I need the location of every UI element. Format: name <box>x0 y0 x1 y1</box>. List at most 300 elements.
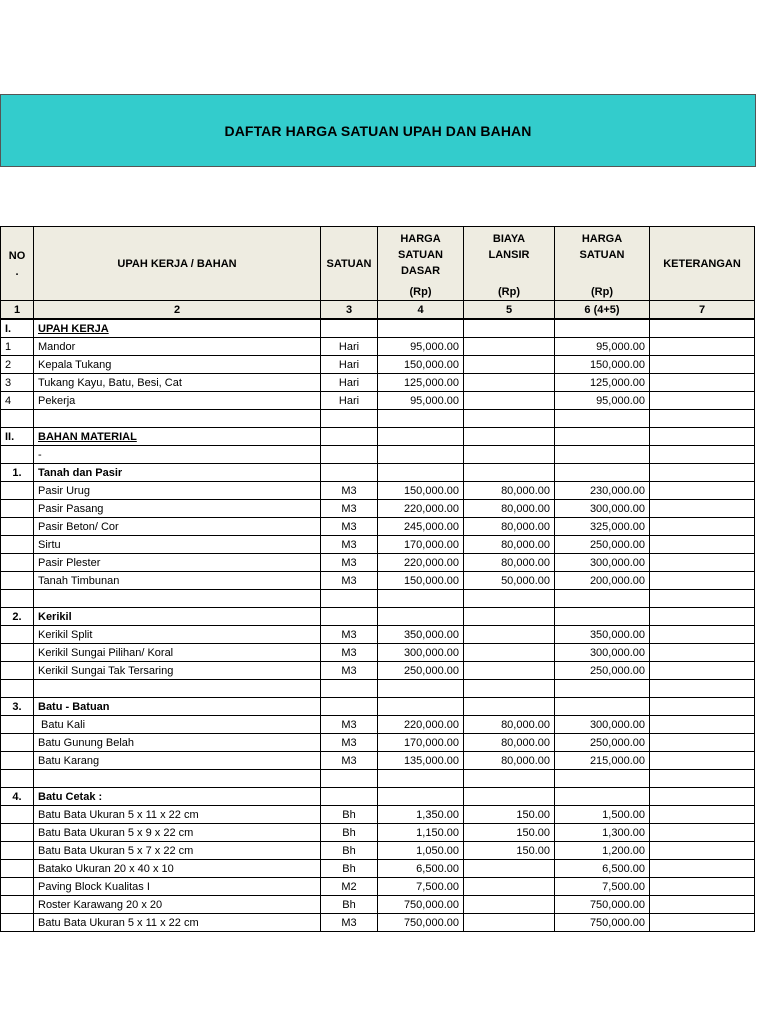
header-rp-dasar: (Rp) <box>378 283 464 301</box>
row-harga-dasar <box>378 590 464 608</box>
row-item: Kerikil Sungai Pilihan/ Koral <box>34 644 321 662</box>
row-item: Kerikil Sungai Tak Tersaring <box>34 662 321 680</box>
row-biaya-lansir <box>464 590 555 608</box>
row-harga-satuan <box>555 698 650 716</box>
row-biaya-lansir: 150.00 <box>464 806 555 824</box>
row-no: I. <box>1 319 34 338</box>
column-number: 7 <box>650 301 755 320</box>
row-harga-dasar: 250,000.00 <box>378 662 464 680</box>
row-harga-satuan: 95,000.00 <box>555 338 650 356</box>
row-biaya-lansir <box>464 644 555 662</box>
table-row <box>1 446 755 464</box>
row-no <box>1 896 34 914</box>
row-biaya-lansir <box>464 788 555 806</box>
row-biaya-lansir <box>464 860 555 878</box>
row-no: 4. <box>1 788 34 806</box>
row-keterangan <box>650 788 755 806</box>
row-harga-dasar: 220,000.00 <box>378 500 464 518</box>
row-no <box>1 644 34 662</box>
row-no <box>1 734 34 752</box>
row-keterangan <box>650 518 755 536</box>
row-satuan: Bh <box>321 806 378 824</box>
row-harga-satuan <box>555 770 650 788</box>
row-no: II. <box>1 428 34 446</box>
row-keterangan <box>650 608 755 626</box>
page-title: DAFTAR HARGA SATUAN UPAH DAN BAHAN <box>224 122 532 139</box>
row-item: Batu Bata Ukuran 5 x 11 x 22 cm <box>34 806 321 824</box>
row-biaya-lansir <box>464 896 555 914</box>
row-no <box>1 482 34 500</box>
row-keterangan <box>650 644 755 662</box>
row-biaya-lansir <box>464 428 555 446</box>
row-harga-dasar <box>378 698 464 716</box>
row-no <box>1 536 34 554</box>
row-keterangan <box>650 319 755 338</box>
row-harga-satuan: 300,000.00 <box>555 554 650 572</box>
row-harga-dasar: 220,000.00 <box>378 554 464 572</box>
header-harga-dasar-l1: HARGA <box>400 233 441 245</box>
row-no <box>1 572 34 590</box>
row-harga-satuan: 230,000.00 <box>555 482 650 500</box>
row-item: Batu Bata Ukuran 5 x 11 x 22 cm <box>34 914 321 932</box>
row-keterangan <box>650 734 755 752</box>
row-satuan: Bh <box>321 824 378 842</box>
row-satuan <box>321 428 378 446</box>
row-no <box>1 626 34 644</box>
row-item: Pasir Pasang <box>34 500 321 518</box>
header-harga-dasar <box>378 227 464 284</box>
row-satuan: Bh <box>321 860 378 878</box>
row-harga-dasar <box>378 428 464 446</box>
row-item: Batu Cetak : <box>34 788 321 806</box>
table-row <box>1 788 755 806</box>
row-item <box>34 410 321 428</box>
row-biaya-lansir <box>464 680 555 698</box>
row-harga-dasar: 1,350.00 <box>378 806 464 824</box>
row-harga-satuan <box>555 446 650 464</box>
title-banner <box>0 94 756 167</box>
row-satuan <box>321 698 378 716</box>
table-row <box>1 806 755 824</box>
row-item <box>34 770 321 788</box>
table-row <box>1 319 755 338</box>
row-item: Pasir Plester <box>34 554 321 572</box>
table-row <box>1 482 755 500</box>
header-harga-satuan-l1: HARGA <box>581 233 623 245</box>
row-harga-satuan: 750,000.00 <box>555 914 650 932</box>
row-harga-dasar: 245,000.00 <box>378 518 464 536</box>
row-keterangan <box>650 878 755 896</box>
row-satuan <box>321 608 378 626</box>
table-row <box>1 752 755 770</box>
row-satuan <box>321 788 378 806</box>
row-harga-dasar <box>378 446 464 464</box>
row-harga-satuan <box>555 788 650 806</box>
row-satuan: M3 <box>321 482 378 500</box>
row-biaya-lansir <box>464 374 555 392</box>
row-item: Batu - Batuan <box>34 698 321 716</box>
header-no <box>1 227 34 301</box>
row-satuan: Bh <box>321 842 378 860</box>
row-biaya-lansir <box>464 392 555 410</box>
row-keterangan <box>650 446 755 464</box>
row-biaya-lansir <box>464 464 555 482</box>
row-no: 3. <box>1 698 34 716</box>
row-satuan <box>321 770 378 788</box>
row-item: Pasir Beton/ Cor <box>34 518 321 536</box>
row-item: BAHAN MATERIAL <box>34 428 321 446</box>
row-item: Kerikil Split <box>34 626 321 644</box>
row-no: 2. <box>1 608 34 626</box>
row-keterangan <box>650 662 755 680</box>
column-number: 6 (4+5) <box>555 301 650 320</box>
row-no: 2 <box>1 356 34 374</box>
row-keterangan <box>650 860 755 878</box>
row-biaya-lansir <box>464 662 555 680</box>
row-item <box>34 590 321 608</box>
row-item: Pasir Urug <box>34 482 321 500</box>
row-keterangan <box>650 770 755 788</box>
row-item: Batu Bata Ukuran 5 x 7 x 22 cm <box>34 842 321 860</box>
table-row <box>1 554 755 572</box>
header-item: UPAH KERJA / BAHAN <box>34 227 321 301</box>
row-harga-dasar: 95,000.00 <box>378 338 464 356</box>
row-harga-dasar: 7,500.00 <box>378 878 464 896</box>
row-harga-dasar: 170,000.00 <box>378 536 464 554</box>
table-row <box>1 374 755 392</box>
row-harga-satuan: 250,000.00 <box>555 536 650 554</box>
table-row <box>1 590 755 608</box>
column-number: 1 <box>1 301 34 320</box>
header-rp-lansir: (Rp) <box>464 283 555 301</box>
row-biaya-lansir: 80,000.00 <box>464 716 555 734</box>
table-row <box>1 464 755 482</box>
table-row <box>1 356 755 374</box>
row-satuan <box>321 464 378 482</box>
row-keterangan <box>650 410 755 428</box>
row-keterangan <box>650 590 755 608</box>
row-biaya-lansir: 50,000.00 <box>464 572 555 590</box>
row-biaya-lansir <box>464 410 555 428</box>
row-keterangan <box>650 806 755 824</box>
row-biaya-lansir <box>464 356 555 374</box>
row-keterangan <box>650 338 755 356</box>
row-biaya-lansir: 80,000.00 <box>464 500 555 518</box>
row-keterangan <box>650 896 755 914</box>
row-item: Roster Karawang 20 x 20 <box>34 896 321 914</box>
row-no <box>1 842 34 860</box>
table-row <box>1 644 755 662</box>
row-harga-satuan <box>555 590 650 608</box>
row-harga-dasar <box>378 608 464 626</box>
row-no: 4 <box>1 392 34 410</box>
column-number-row <box>1 301 755 320</box>
row-satuan: M3 <box>321 500 378 518</box>
row-harga-satuan: 325,000.00 <box>555 518 650 536</box>
row-no: 1 <box>1 338 34 356</box>
row-harga-dasar <box>378 788 464 806</box>
row-item: Tanah Timbunan <box>34 572 321 590</box>
row-keterangan <box>650 536 755 554</box>
row-satuan: M3 <box>321 734 378 752</box>
row-item: UPAH KERJA <box>34 319 321 338</box>
row-harga-dasar: 135,000.00 <box>378 752 464 770</box>
table-row <box>1 608 755 626</box>
row-harga-dasar: 350,000.00 <box>378 626 464 644</box>
table-row <box>1 824 755 842</box>
row-no <box>1 860 34 878</box>
row-no <box>1 590 34 608</box>
row-keterangan <box>650 392 755 410</box>
row-harga-satuan: 6,500.00 <box>555 860 650 878</box>
row-harga-dasar: 150,000.00 <box>378 572 464 590</box>
row-item: Kepala Tukang <box>34 356 321 374</box>
table-row <box>1 662 755 680</box>
row-keterangan <box>650 482 755 500</box>
row-harga-dasar: 1,150.00 <box>378 824 464 842</box>
row-satuan: M3 <box>321 644 378 662</box>
row-biaya-lansir <box>464 770 555 788</box>
row-harga-satuan: 7,500.00 <box>555 878 650 896</box>
row-item: Sirtu <box>34 536 321 554</box>
row-satuan: M3 <box>321 914 378 932</box>
row-harga-dasar: 95,000.00 <box>378 392 464 410</box>
table-row <box>1 896 755 914</box>
row-harga-dasar: 150,000.00 <box>378 482 464 500</box>
row-item <box>34 680 321 698</box>
row-item: Batu Karang <box>34 752 321 770</box>
row-satuan: M3 <box>321 518 378 536</box>
row-harga-dasar <box>378 410 464 428</box>
header-rp-harga: (Rp) <box>555 283 650 301</box>
row-item: Kerikil <box>34 608 321 626</box>
row-satuan: Hari <box>321 374 378 392</box>
row-no <box>1 752 34 770</box>
row-satuan: M3 <box>321 572 378 590</box>
row-harga-satuan: 1,300.00 <box>555 824 650 842</box>
table-row <box>1 428 755 446</box>
row-item: Mandor <box>34 338 321 356</box>
row-biaya-lansir <box>464 446 555 464</box>
row-keterangan <box>650 500 755 518</box>
row-harga-satuan <box>555 319 650 338</box>
header-no-dot: . <box>15 265 19 278</box>
row-no <box>1 446 34 464</box>
row-keterangan <box>650 626 755 644</box>
row-satuan <box>321 410 378 428</box>
row-no <box>1 410 34 428</box>
row-biaya-lansir <box>464 878 555 896</box>
row-harga-dasar: 150,000.00 <box>378 356 464 374</box>
header-biaya-l1: BIAYA <box>492 233 526 245</box>
row-no <box>1 824 34 842</box>
row-harga-satuan: 350,000.00 <box>555 626 650 644</box>
row-no <box>1 554 34 572</box>
row-harga-dasar: 220,000.00 <box>378 716 464 734</box>
row-biaya-lansir <box>464 914 555 932</box>
row-harga-dasar: 300,000.00 <box>378 644 464 662</box>
row-no <box>1 680 34 698</box>
table-row <box>1 860 755 878</box>
row-harga-dasar: 750,000.00 <box>378 914 464 932</box>
row-satuan: M3 <box>321 536 378 554</box>
table-body <box>1 319 755 932</box>
table-row <box>1 392 755 410</box>
row-satuan: M2 <box>321 878 378 896</box>
row-item: Batu Gunung Belah <box>34 734 321 752</box>
row-satuan: Hari <box>321 356 378 374</box>
row-satuan: Bh <box>321 896 378 914</box>
header-keterangan: KETERANGAN <box>650 227 755 301</box>
table-row <box>1 626 755 644</box>
row-item: Pekerja <box>34 392 321 410</box>
header-no-label: NO <box>8 249 26 262</box>
header-biaya-l2: LANSIR <box>488 249 530 261</box>
row-keterangan <box>650 698 755 716</box>
header-satuan: SATUAN <box>321 227 378 301</box>
row-item: Batu Kali <box>34 716 321 734</box>
row-keterangan <box>650 464 755 482</box>
row-biaya-lansir <box>464 319 555 338</box>
row-biaya-lansir: 80,000.00 <box>464 482 555 500</box>
row-satuan: M3 <box>321 716 378 734</box>
row-harga-dasar: 750,000.00 <box>378 896 464 914</box>
row-harga-satuan: 125,000.00 <box>555 374 650 392</box>
table-row <box>1 698 755 716</box>
row-harga-satuan: 215,000.00 <box>555 752 650 770</box>
row-harga-satuan <box>555 428 650 446</box>
row-biaya-lansir: 80,000.00 <box>464 536 555 554</box>
table-row <box>1 500 755 518</box>
row-item: Tukang Kayu, Batu, Besi, Cat <box>34 374 321 392</box>
column-number: 4 <box>378 301 464 320</box>
row-harga-dasar <box>378 319 464 338</box>
row-harga-satuan: 300,000.00 <box>555 500 650 518</box>
row-no <box>1 518 34 536</box>
row-satuan: Hari <box>321 338 378 356</box>
row-keterangan <box>650 824 755 842</box>
row-no <box>1 500 34 518</box>
row-harga-satuan <box>555 608 650 626</box>
row-item: Tanah dan Pasir <box>34 464 321 482</box>
row-satuan: M3 <box>321 662 378 680</box>
row-biaya-lansir: 80,000.00 <box>464 734 555 752</box>
row-no <box>1 914 34 932</box>
row-harga-satuan <box>555 410 650 428</box>
row-satuan <box>321 590 378 608</box>
row-biaya-lansir: 150.00 <box>464 842 555 860</box>
header-harga-dasar-l3: DASAR <box>400 265 441 277</box>
row-biaya-lansir <box>464 626 555 644</box>
row-keterangan <box>650 428 755 446</box>
row-harga-dasar <box>378 464 464 482</box>
header-harga-satuan-l2: SATUAN <box>579 249 625 261</box>
row-harga-satuan: 1,200.00 <box>555 842 650 860</box>
row-keterangan <box>650 716 755 734</box>
row-harga-satuan <box>555 464 650 482</box>
row-no <box>1 716 34 734</box>
table-row <box>1 716 755 734</box>
table-row <box>1 338 755 356</box>
header-harga-dasar-l2: SATUAN <box>397 249 443 261</box>
row-harga-satuan: 300,000.00 <box>555 644 650 662</box>
row-satuan <box>321 446 378 464</box>
row-harga-dasar: 1,050.00 <box>378 842 464 860</box>
table-row <box>1 680 755 698</box>
row-harga-dasar: 6,500.00 <box>378 860 464 878</box>
table-row <box>1 518 755 536</box>
table-row <box>1 878 755 896</box>
row-satuan: Hari <box>321 392 378 410</box>
table-row <box>1 842 755 860</box>
row-no: 1. <box>1 464 34 482</box>
table-row <box>1 572 755 590</box>
row-harga-satuan: 750,000.00 <box>555 896 650 914</box>
row-biaya-lansir <box>464 338 555 356</box>
row-satuan <box>321 680 378 698</box>
row-biaya-lansir <box>464 698 555 716</box>
row-biaya-lansir <box>464 608 555 626</box>
table-row <box>1 410 755 428</box>
row-biaya-lansir: 80,000.00 <box>464 518 555 536</box>
row-harga-satuan: 200,000.00 <box>555 572 650 590</box>
row-harga-satuan: 300,000.00 <box>555 716 650 734</box>
table-row <box>1 734 755 752</box>
row-harga-satuan: 1,500.00 <box>555 806 650 824</box>
row-no: 3 <box>1 374 34 392</box>
row-harga-dasar <box>378 680 464 698</box>
row-no <box>1 806 34 824</box>
row-harga-satuan: 150,000.00 <box>555 356 650 374</box>
row-keterangan <box>650 374 755 392</box>
column-number: 5 <box>464 301 555 320</box>
row-biaya-lansir: 150.00 <box>464 824 555 842</box>
row-keterangan <box>650 356 755 374</box>
column-number: 2 <box>34 301 321 320</box>
row-no <box>1 878 34 896</box>
header-biaya-lansir <box>464 227 555 284</box>
row-item: Batu Bata Ukuran 5 x 9 x 22 cm <box>34 824 321 842</box>
header-harga-satuan <box>555 227 650 284</box>
row-item: - <box>34 446 321 464</box>
row-item: Paving Block Kualitas I <box>34 878 321 896</box>
row-harga-dasar: 125,000.00 <box>378 374 464 392</box>
row-harga-satuan: 250,000.00 <box>555 734 650 752</box>
table-row <box>1 536 755 554</box>
row-keterangan <box>650 752 755 770</box>
price-table <box>0 226 755 932</box>
row-keterangan <box>650 842 755 860</box>
row-no <box>1 662 34 680</box>
row-harga-dasar: 170,000.00 <box>378 734 464 752</box>
row-harga-dasar <box>378 770 464 788</box>
row-keterangan <box>650 572 755 590</box>
row-satuan: M3 <box>321 554 378 572</box>
table-row <box>1 914 755 932</box>
row-keterangan <box>650 914 755 932</box>
row-harga-satuan: 95,000.00 <box>555 392 650 410</box>
row-keterangan <box>650 554 755 572</box>
row-satuan <box>321 319 378 338</box>
column-number: 3 <box>321 301 378 320</box>
row-biaya-lansir: 80,000.00 <box>464 554 555 572</box>
row-keterangan <box>650 680 755 698</box>
row-harga-satuan <box>555 680 650 698</box>
row-biaya-lansir: 80,000.00 <box>464 752 555 770</box>
row-satuan: M3 <box>321 752 378 770</box>
row-item: Batako Ukuran 20 x 40 x 10 <box>34 860 321 878</box>
row-satuan: M3 <box>321 626 378 644</box>
